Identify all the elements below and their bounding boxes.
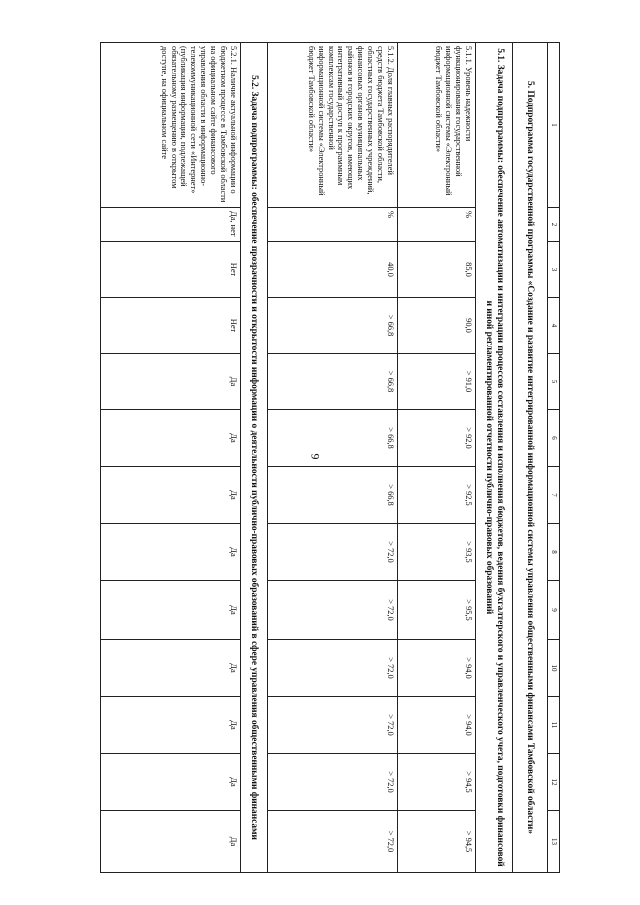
column-number: 12 (548, 754, 560, 811)
column-number: 3 (548, 242, 560, 298)
indicator-value: 90,0 (398, 298, 476, 354)
indicator-value: Нет (101, 298, 241, 354)
indicator-value: Да (101, 581, 241, 640)
column-number: 13 (548, 811, 560, 873)
indicator-value: Да (101, 410, 241, 467)
task-title: 5.2. Задача подпрограммы: обеспечение прозрачности и открытости информации о деятельности публично-правовых образований в сфере управления общественными финансами (241, 43, 268, 873)
indicator-value: > 66,8 (268, 298, 398, 354)
column-number: 5 (548, 354, 560, 410)
indicator-value: > 93,5 (398, 524, 476, 581)
indicator-value: > 94,5 (398, 811, 476, 873)
indicator-value: > 94,0 (398, 640, 476, 697)
column-number-row (548, 43, 560, 873)
indicator-unit: % (268, 208, 398, 242)
column-number: 2 (548, 208, 560, 242)
task-title-row (241, 43, 268, 873)
indicator-value: Да (101, 754, 241, 811)
indicator-value: Да (101, 697, 241, 754)
indicator-name: 5.2.1. Наличие актуальной информации о бюджетном процессе в Тамбовской области на официальном сайте финансового управления области в информационно-телекоммуникационной сети «Интернет» (публикация информации, подлежащей обязательному размещению в открытом доступе, на официальном сайте (101, 43, 241, 208)
column-number: 6 (548, 410, 560, 467)
task-title: 5.1. Задача подпрограммы: обеспечение автоматизации и интеграции процессов составления и исполнения бюджетов, ведения бухгалтерского и управленческого учета, подготовки финансовой и иной регламентированной отчетности публично-правовых образований (476, 43, 513, 873)
column-number: 9 (548, 581, 560, 640)
indicator-value: > 72,0 (268, 754, 398, 811)
indicator-value: Нет (101, 242, 241, 298)
column-number: 11 (548, 697, 560, 754)
indicator-value: Да (101, 524, 241, 581)
indicator-value: Да (101, 354, 241, 410)
page-number: 9 (308, 453, 323, 460)
indicator-value: Да (101, 640, 241, 697)
indicator-value: 85,0 (398, 242, 476, 298)
indicator-value: > 94,0 (398, 697, 476, 754)
column-number: 8 (548, 524, 560, 581)
indicator-value: > 92,5 (398, 467, 476, 524)
indicator-unit: Да, нет (101, 208, 241, 242)
indicator-value: 40,0 (268, 242, 398, 298)
indicators-table (100, 42, 560, 873)
indicator-name: 5.1.2. Доля главных распорядителей средств бюджета Тамбовской области, областных государственных учреждений, финансовых органов муниципальных районов и городских округов, имеющих интегративный доступ к программным комплексам государственной информационной системы «Электронный бюджет Тамбовской области» (268, 43, 398, 208)
indicator-value: > 66,8 (268, 410, 398, 467)
indicator-value: > 95,5 (398, 581, 476, 640)
indicator-value: > 72,0 (268, 697, 398, 754)
section-title-row (513, 43, 548, 873)
table-row (101, 43, 241, 873)
indicator-value: > 72,0 (268, 640, 398, 697)
indicator-unit: % (398, 208, 476, 242)
indicator-value: > 92,0 (398, 410, 476, 467)
indicator-value: > 66,8 (268, 354, 398, 410)
indicator-value: > 72,0 (268, 811, 398, 873)
column-number: 1 (548, 43, 560, 208)
indicator-value: > 72,0 (268, 524, 398, 581)
indicator-value: > 72,0 (268, 581, 398, 640)
table-row (398, 43, 476, 873)
table-row (268, 43, 398, 873)
indicators-table-frame (100, 42, 560, 872)
column-number: 7 (548, 467, 560, 524)
indicator-value: > 94,5 (398, 754, 476, 811)
section-title: 5. Подпрограмма государственной программы «Создание и развитие интегрированной информационной системы управления общественными финансами Тамбовской области» (513, 43, 548, 873)
indicator-value: Да (101, 467, 241, 524)
indicator-value: Да (101, 811, 241, 873)
task-title-row (476, 43, 513, 873)
column-number: 4 (548, 298, 560, 354)
indicator-value: > 66,8 (268, 467, 398, 524)
indicator-name: 5.1.1. Уровень надежности функционирования государственной информационной системы «Электронный бюджет Тамбовской области» (398, 43, 476, 208)
indicator-value: > 91,0 (398, 354, 476, 410)
column-number: 10 (548, 640, 560, 697)
